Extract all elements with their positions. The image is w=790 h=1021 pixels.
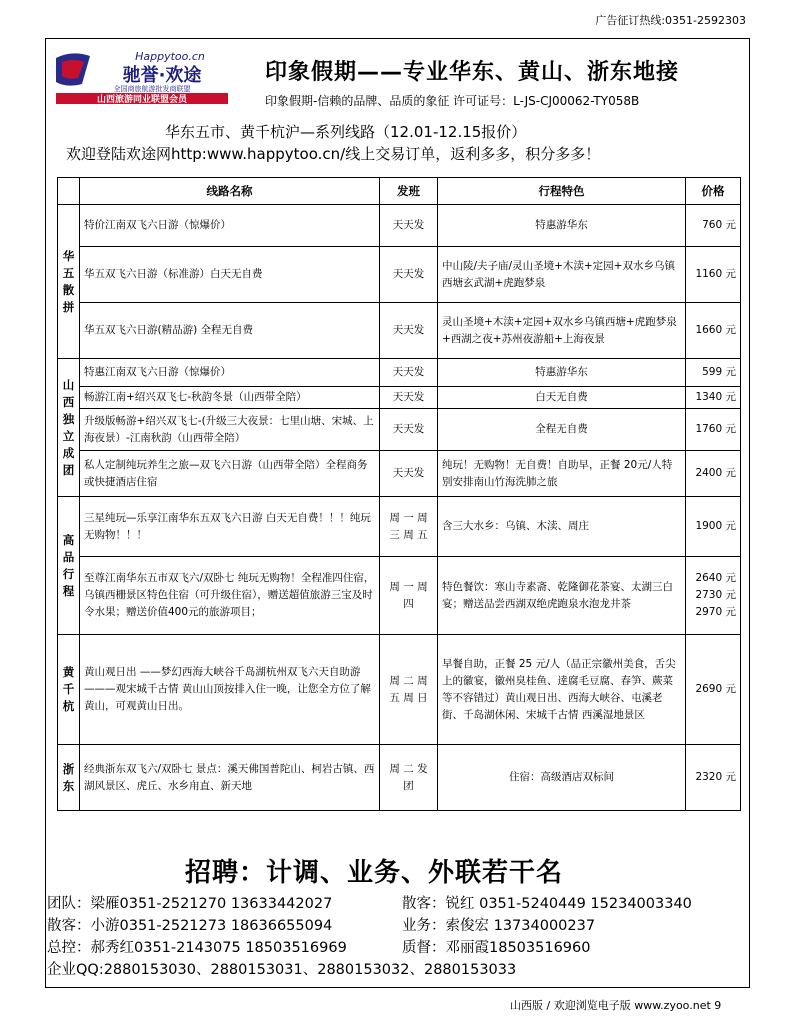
contact-left: 散客：小游0351-2521273 18636655094	[47, 918, 333, 934]
price-cell: 1900 元	[686, 497, 741, 557]
route-name-cell: 华五双飞六日游（标准游）白天无自费	[80, 247, 380, 303]
category-char: 程	[62, 583, 75, 598]
departure-cell: 天天发	[380, 247, 438, 303]
header-name: 线路名称	[80, 178, 380, 205]
contact-left: 团队：梁雁0351-2521270 13633442027	[47, 896, 333, 912]
contact-right: 散客：锐红 0351-5240449 15234003340	[402, 896, 692, 912]
price-cell: 1340 元	[686, 387, 741, 409]
departure-cell: 周 一 周 四	[380, 557, 438, 635]
departure-cell: 周 一 周 三 周 五	[380, 497, 438, 557]
category-char: 散	[62, 282, 75, 297]
table-row	[58, 635, 741, 745]
contact-right: 业务：索俊宏 13734000237	[402, 918, 596, 934]
recruit-banner: 招聘：计调、业务、外联若干名	[185, 858, 564, 888]
contact-right: 质督：邓丽霞18503516960	[402, 940, 591, 956]
category-char: 行	[62, 566, 75, 581]
contact-line	[47, 936, 590, 957]
category-cell	[58, 359, 80, 497]
header-price: 价格	[686, 178, 741, 205]
category-char: 华	[62, 248, 75, 263]
table-row	[58, 451, 741, 497]
category-cell	[58, 497, 80, 635]
company-logo	[52, 48, 232, 104]
feature-cell: 灵山圣境+木渎+定园+双水乡乌镇西塘+虎跑梦泉+西湖之夜+苏州夜游船+上海夜景	[438, 303, 686, 359]
route-name-cell: 特惠江南双飞六日游（惊爆价）	[80, 359, 380, 387]
feature-cell: 特惠游华东	[438, 359, 686, 387]
feature-cell: 特色餐饮：寒山寺素斋、乾隆御花茶宴、太湖三白宴；赠送品尝西湖双绝虎跑泉水泡龙井茶	[438, 557, 686, 635]
ad-hotline: 广告征订热线:0351-2592303	[595, 14, 746, 27]
contact-line	[47, 892, 692, 913]
category-char: 品	[62, 549, 75, 564]
category-char: 黄	[62, 665, 75, 679]
price-cell: 2320 元	[686, 745, 741, 811]
category-char: 立	[62, 428, 75, 443]
license-subtitle: 印象假期-信赖的品牌、品质的象征 许可证号：L-JS-CJ00062-TY058B	[265, 94, 640, 108]
route-name-cell: 升级版畅游+绍兴双飞七-(升级三大夜景：七里山塘、宋城、上海夜景）-江南秋韵（山西带全陪）	[80, 409, 380, 451]
category-char: 五	[62, 265, 75, 280]
category-char: 杭	[62, 699, 75, 713]
header-dep: 发班	[380, 178, 438, 205]
feature-cell: 中山陵/夫子庙/灵山圣境+木渎+定园+双水乡乌镇西塘玄武湖+虎跑梦泉	[438, 247, 686, 303]
departure-cell: 周 二 发 团	[380, 745, 438, 811]
price-cell: 2400 元	[686, 451, 741, 497]
route-summary: 华东五市、黄千杭沪—系列线路（12.01-12.15报价）	[165, 123, 527, 141]
table-header-row	[58, 178, 741, 205]
header-feat: 行程特色	[438, 178, 686, 205]
price-cell: 760 元	[686, 205, 741, 247]
table-row	[58, 387, 741, 409]
table-row	[58, 205, 741, 247]
category-char: 千	[62, 682, 75, 696]
table-row	[58, 359, 741, 387]
category-char: 成	[62, 445, 75, 460]
price-cell: 599 元	[686, 359, 741, 387]
feature-cell: 含三大水乡：乌镇、木渎、周庄	[438, 497, 686, 557]
feature-cell: 全程无自费	[438, 409, 686, 451]
table-row	[58, 303, 741, 359]
departure-cell: 天天发	[380, 409, 438, 451]
category-char: 山	[62, 377, 75, 392]
feature-cell: 特惠游华东	[438, 205, 686, 247]
departure-cell: 天天发	[380, 205, 438, 247]
page-title: 印象假期——专业华东、黄山、浙东地接	[265, 60, 680, 85]
category-char: 东	[62, 778, 75, 793]
contact-left: 企业QQ:2880153030、2880153031、2880153032、2880153033	[47, 962, 517, 978]
logo-alliance: 山西旅游同业联盟会员	[96, 95, 188, 104]
contact-line	[47, 914, 595, 935]
departure-cell: 天天发	[380, 387, 438, 409]
departure-cell: 天天发	[380, 303, 438, 359]
category-cell	[58, 635, 80, 745]
table-row	[58, 745, 741, 811]
category-cell	[58, 745, 80, 811]
category-char: 高	[62, 532, 75, 547]
promo-line: 欢迎登陆欢途网http:www.happytoo.cn/线上交易订单，返利多多，积分多多！	[66, 145, 601, 163]
route-name-cell: 三星纯玩—乐享江南华东五双飞六日游 白天无自费！！！纯玩无购物！！！	[80, 497, 380, 557]
price-cell: 1760 元	[686, 409, 741, 451]
price-cell: 2690 元	[686, 635, 741, 745]
category-char: 浙	[62, 761, 75, 776]
contact-left: 总控：郝秀红0351-2143075 18503516969	[47, 940, 347, 956]
price-cell: 1660 元	[686, 303, 741, 359]
header-blank	[58, 178, 80, 205]
route-name-cell: 至尊江南华东五市双飞六/双卧七 纯玩无购物！全程准四住宿，乌镇西栅景区特色住宿（可升级住宿），赠送超值旅游三宝及时令水果；赠送价值400元的旅游项目；	[80, 557, 380, 635]
feature-cell: 住宿：高级酒店双标间	[438, 745, 686, 811]
departure-cell: 天天发	[380, 359, 438, 387]
route-name-cell: 黄山观日出 ——梦幻西海大峡谷千岛湖杭州双飞六天自助游———观宋城千古情 黄山山顶按排入住一晚，让您全方位了解黄山，可观黄山日出。	[80, 635, 380, 745]
logo-url-text: Happytoo.cn	[135, 50, 205, 63]
table-row	[58, 247, 741, 303]
price-cell: 2640 元 2730 元 2970 元	[686, 557, 741, 635]
logo-brand-text: 驰誉·欢途	[122, 65, 202, 86]
routes-table	[57, 177, 741, 811]
route-name-cell: 畅游江南+绍兴双飞七-秋韵冬景（山西带全陪）	[80, 387, 380, 409]
feature-cell: 白天无自费	[438, 387, 686, 409]
table-row	[58, 409, 741, 451]
category-cell	[58, 205, 80, 359]
price-cell: 1160 元	[686, 247, 741, 303]
table-row	[58, 557, 741, 635]
route-name-cell: 经典浙东双飞六/双卧七 景点：溪天佛国普陀山、柯岩古镇、西湖风景区、虎丘、水乡甪直、新天地	[80, 745, 380, 811]
route-name-cell: 私人定制纯玩养生之旅—双飞六日游（山西带全陪）全程商务或快捷酒店住宿	[80, 451, 380, 497]
category-char: 团	[62, 462, 75, 477]
route-name-cell: 特价江南双飞六日游（惊爆价）	[80, 205, 380, 247]
page-footer: 山西版 / 欢迎浏览电子版 www.zyoo.net 9	[510, 999, 722, 1012]
category-char: 西	[62, 394, 75, 409]
route-name-cell: 华五双飞六日游(精品游) 全程无自费	[80, 303, 380, 359]
category-char: 独	[62, 411, 75, 426]
logo-tagline: 全国商旅航游批发商联盟	[113, 85, 191, 93]
feature-cell: 纯玩！无购物！无自费！自助早，正餐 20元/人特别安排南山竹海洗肺之旅	[438, 451, 686, 497]
feature-cell: 早餐自助，正餐 25 元/人（品正宗徽州美食，舌尖上的徽宴，徽州臭桂鱼、逹腐毛豆腐、春笋、蕨菜等不容错过）黄山观日出、西海大峡谷、屯溪老街、千岛湖休闲、宋城千古情 西溪湿地景区	[438, 635, 686, 745]
category-char: 拼	[62, 299, 75, 314]
departure-cell: 天天发	[380, 451, 438, 497]
table-row	[58, 497, 741, 557]
departure-cell: 周 二 周 五 周 日	[380, 635, 438, 745]
contact-line	[47, 958, 517, 979]
